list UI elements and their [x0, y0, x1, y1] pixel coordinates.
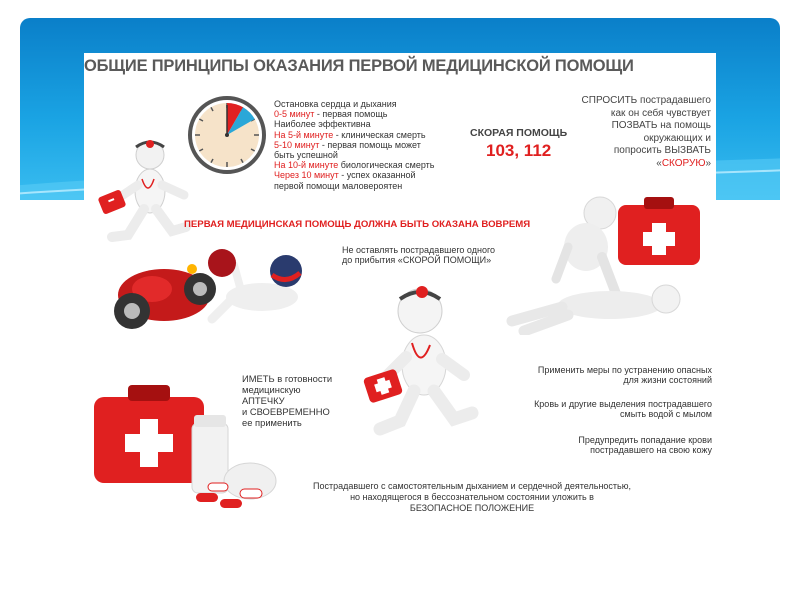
- poster-title: ОБЩИЕ ПРИНЦИПЫ ОКАЗАНИЯ ПЕРВОЙ МЕДИЦИНСКОЙ ПОМОЩИ: [84, 57, 634, 75]
- recovery-line: но находящегося в бессознательном состоянии уложить в: [350, 492, 594, 502]
- ambulance-label: СКОРАЯ ПОМОЩЬ: [470, 127, 568, 139]
- prevent-block: [484, 435, 712, 455]
- running-doctor-center-illustration: [360, 279, 490, 449]
- ask-line: [516, 158, 711, 171]
- timeline-line: быть успешной: [274, 150, 338, 161]
- timeline-red: На 10-й минуте: [274, 160, 339, 171]
- timeline-line: Остановка сердца и дыхания: [274, 99, 397, 109]
- cpr-illustration: [498, 195, 716, 335]
- blood-block: [484, 399, 712, 419]
- measures-line: для жизни состояний: [623, 375, 712, 386]
- ask-line: [516, 145, 711, 158]
- ask-rest: на помощь: [657, 120, 711, 131]
- first-aid-poster: [84, 53, 716, 525]
- measures-block: [484, 365, 712, 385]
- timeline-rest: - успех оказанной: [338, 170, 416, 181]
- timeline-red: 0-5 минут: [274, 109, 315, 120]
- timeline-rest: - клиническая смерть: [333, 129, 426, 140]
- ambulance-numbers: 103, 112: [486, 141, 552, 160]
- motorcycle-accident-illustration: [104, 239, 314, 339]
- timeline-line: Наиболее эффективна: [274, 119, 371, 130]
- timeline-line: первой помощи маловероятен: [274, 180, 403, 191]
- prevent-line: пострадавшего на свою кожу: [590, 445, 712, 456]
- ask-rest: попросить: [613, 145, 665, 156]
- measures-line: Применить меры по устранению опасных: [537, 365, 712, 375]
- recovery-line: БЕЗОПАСНОЕ ПОЛОЖЕНИЕ: [409, 503, 535, 513]
- stay-block: [342, 245, 495, 265]
- kit-line: ее применить: [242, 417, 302, 428]
- ask-red: СКОРУЮ: [661, 157, 706, 169]
- blood-line: смыть водой с мылом: [620, 409, 712, 420]
- timeline-text: [274, 99, 434, 191]
- stay-line: до прибытия «СКОРОЙ ПОМОЩИ»: [342, 255, 492, 266]
- ask-block: [516, 95, 711, 170]
- ask-quote: «: [656, 157, 662, 169]
- timeline-line: [274, 160, 434, 170]
- kit-line: АПТЕЧКУ: [242, 395, 285, 406]
- prevent-line: Предупредить попадание крови: [578, 435, 712, 445]
- ask-line: окружающих и: [643, 132, 711, 144]
- running-doctor-illustration: [98, 135, 210, 253]
- timeline-rest: биологическая смерть: [338, 160, 435, 171]
- ask-line: [516, 120, 711, 133]
- timeline-line: [274, 170, 434, 180]
- timeline-red: Через 10 минут: [274, 170, 339, 181]
- timeline-red: На 5-й минуте: [274, 129, 334, 140]
- timeline-line: [274, 140, 434, 150]
- timeline-rest: - первая помощь: [314, 109, 388, 120]
- ask-line: [516, 95, 711, 108]
- kit-line: медицинскую: [242, 384, 301, 395]
- ask-caps: СПРОСИТЬ: [581, 95, 638, 106]
- recovery-block: [234, 481, 710, 514]
- ask-line: как он себя чувствует: [610, 107, 711, 119]
- ask-caps: ПОЗВАТЬ: [611, 120, 658, 131]
- recovery-line: Пострадавшего с самостоятельным дыханием и сердечной деятельностью,: [313, 481, 631, 491]
- timeline-line: [274, 130, 434, 140]
- ask-quote: »: [705, 157, 711, 169]
- ask-caps: ВЫЗВАТЬ: [664, 145, 711, 156]
- timeline-rest: - первая помощь может: [319, 139, 421, 150]
- kit-line: и СВОЕВРЕМЕННО: [242, 406, 330, 417]
- kit-block: [242, 373, 332, 428]
- timely-help-banner: ПЕРВАЯ МЕДИЦИНСКАЯ ПОМОЩЬ ДОЛЖНА БЫТЬ ОКАЗАНА ВОВРЕМЯ: [184, 219, 531, 230]
- timeline-line: [274, 109, 434, 119]
- stay-line: Не оставлять пострадавшего одного: [342, 245, 496, 255]
- timeline-red: 5-10 минут: [274, 139, 320, 150]
- blood-line: Кровь и другие выделения пострадавшего: [534, 399, 712, 409]
- kit-line: ИМЕТЬ в готовности: [242, 373, 333, 384]
- ask-rest: пострадавшего: [637, 95, 711, 106]
